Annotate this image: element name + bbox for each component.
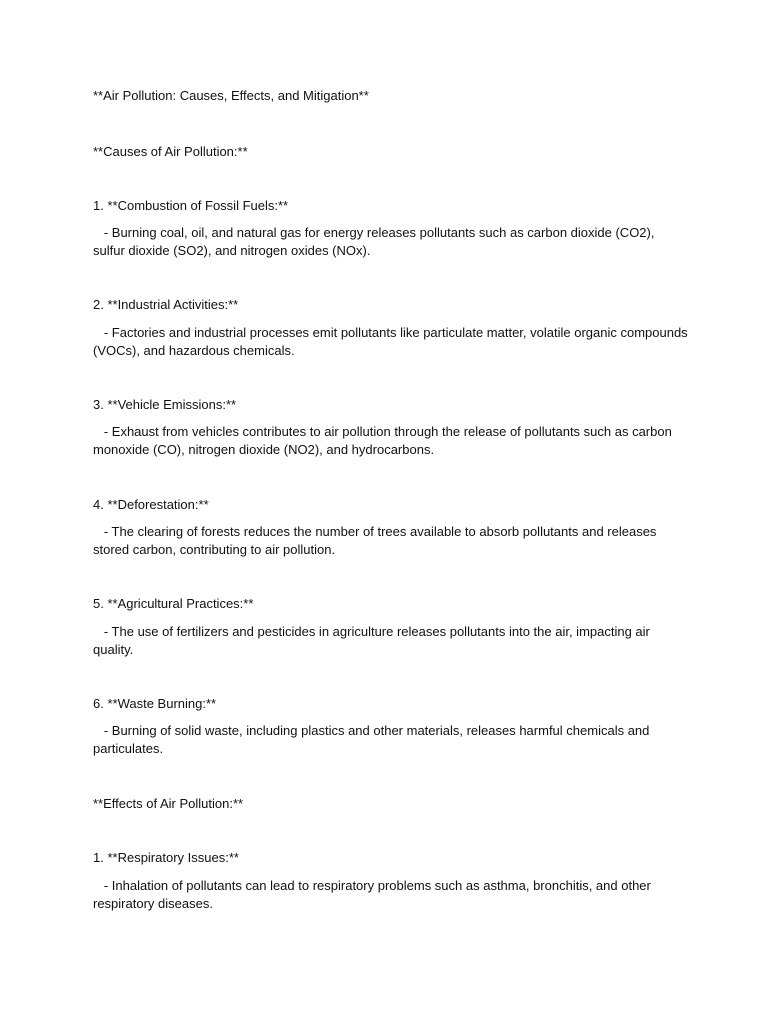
effects-heading: **Effects of Air Pollution:**: [93, 796, 244, 811]
cause-3-text: - Exhaust from vehicles contributes to air pollution through the release of pollutants such as carbon monoxide (CO), nitrogen dioxide (NO2), and hydrocarbons.: [93, 424, 676, 457]
causes-heading: **Causes of Air Pollution:**: [93, 144, 248, 159]
cause-1-heading: 1. **Combustion of Fossil Fuels:**: [93, 198, 289, 213]
cause-3-heading: 3. **Vehicle Emissions:**: [93, 397, 237, 412]
cause-2-heading: 2. **Industrial Activities:**: [93, 297, 239, 312]
cause-1-text: - Burning coal, oil, and natural gas for energy releases pollutants such as carbon dioxide (CO2), sulfur dioxide (SO2), and nitrogen oxides (NOx).: [93, 225, 659, 258]
cause-4-heading: 4. **Deforestation:**: [93, 497, 209, 512]
document-title: **Air Pollution: Causes, Effects, and Mitigation**: [93, 88, 369, 103]
effect-1-text: - Inhalation of pollutants can lead to respiratory problems such as asthma, bronchitis, and other respiratory diseases.: [93, 878, 655, 911]
cause-5-heading: 5. **Agricultural Practices:**: [93, 596, 254, 611]
effect-1-heading: 1. **Respiratory Issues:**: [93, 850, 239, 865]
cause-6-heading: 6. **Waste Burning:**: [93, 696, 217, 711]
cause-5-text: - The use of fertilizers and pesticides in agriculture releases pollutants into the air, impacting air quality.: [93, 624, 654, 657]
cause-4-text: - The clearing of forests reduces the number of trees available to absorb pollutants and releases stored carbon, contributing to air pollution.: [93, 524, 661, 557]
cause-2-text: - Factories and industrial processes emit pollutants like particulate matter, volatile organic compounds (VOCs), and hazardous chemicals.: [93, 325, 692, 358]
cause-6-text: - Burning of solid waste, including plastics and other materials, releases harmful chemicals and particulates.: [93, 723, 654, 756]
